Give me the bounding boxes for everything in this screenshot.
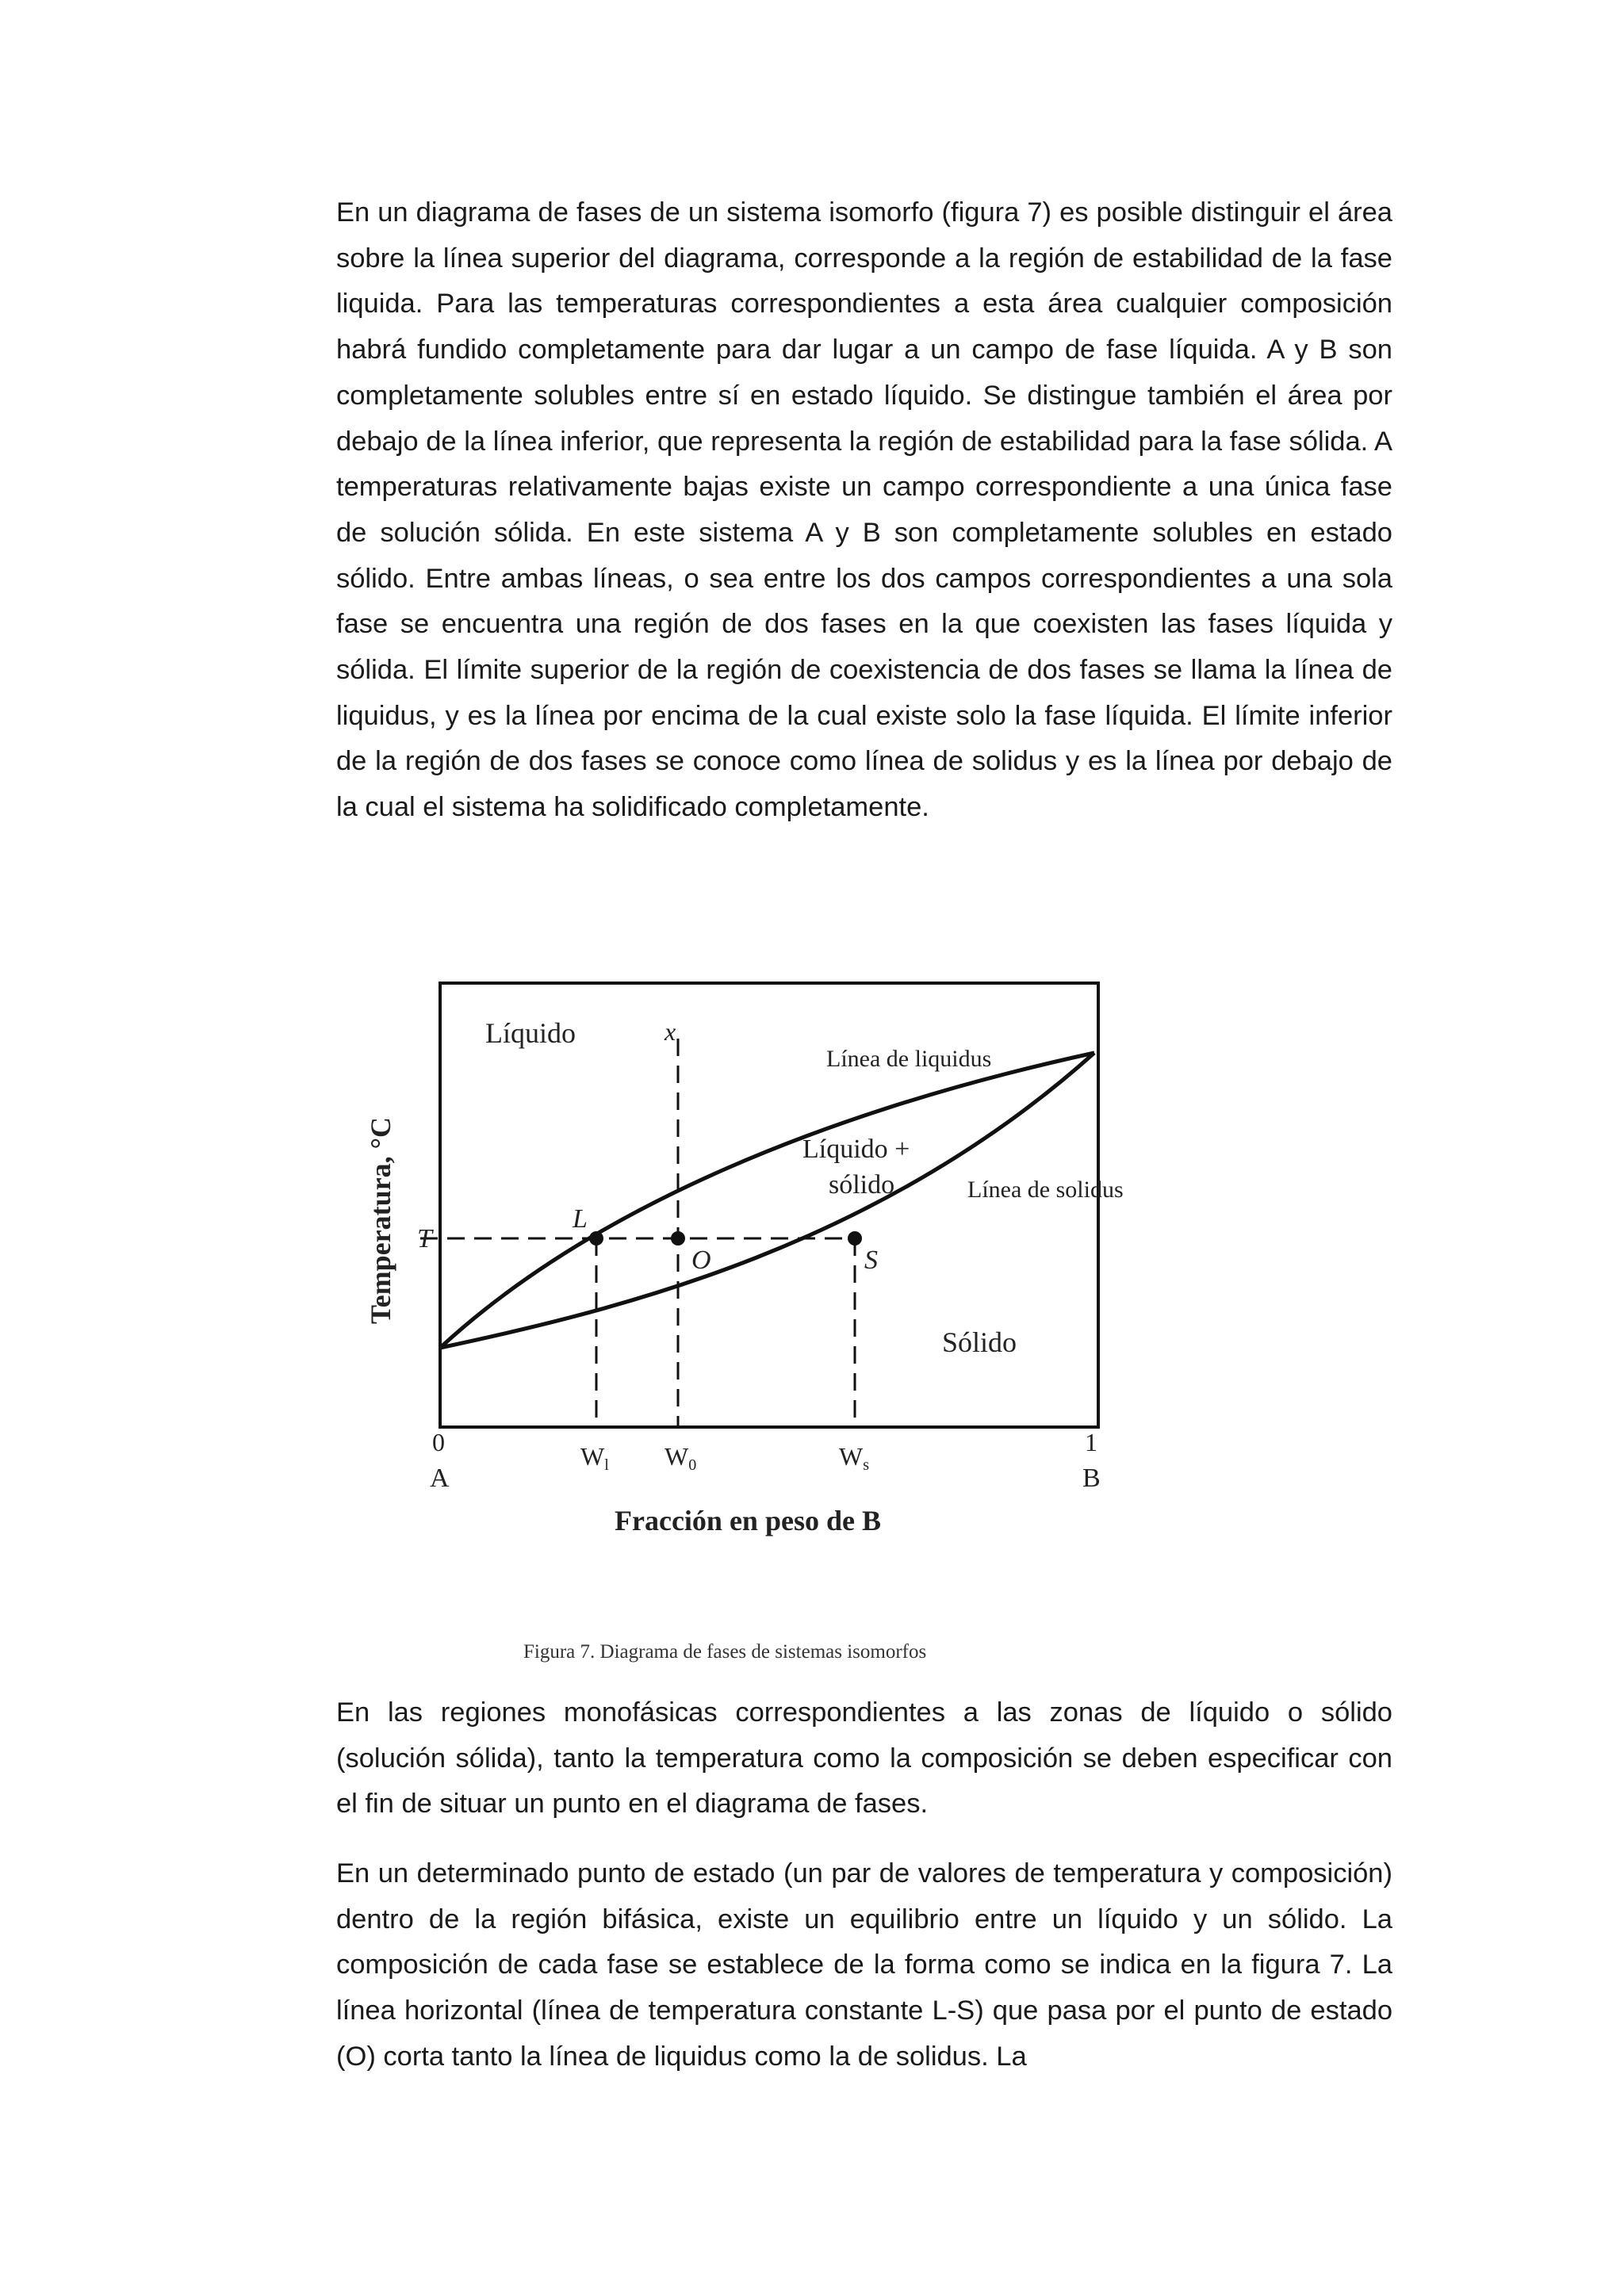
x-end-a-label: A: [430, 1464, 450, 1493]
phase-diagram-figure: [341, 951, 1189, 1554]
x-label: x: [665, 1017, 676, 1046]
paragraph-intro: En un diagrama de fases de un sistema isomorfo (figura 7) es posible distinguir el área sobre la línea superior del diagrama, corresponde a la región de estabilidad de la fase liquida. Para las temperaturas correspondientes a esta área cualquier composición habrá fundido completamente para dar lugar a un campo de fase líquida. A y B son completamente solubles entre sí en estado líquido. Se distingue también el área por debajo de la línea inferior, que representa la región de estabilidad para la fase sólida. A temperaturas relativamente bajas existe un campo correspondiente a una única fase de solución sólida. En este sistema A y B son completamente solubles en estado sólido. Entre ambas líneas, o sea entre los dos campos correspondientes a una sola fase se encuentra una región de dos fases en la que coexisten las fases líquida y sólida. El límite superior de la región de coexistencia de dos fases se llama la línea de liquidus, y es la línea por encima de la cual existe solo la fase líquida. El límite inferior de la región de dos fases se conoce como línea de solidus y es la línea por debajo de la cual el sistema ha solidificado completamente.: [336, 197, 1392, 823]
region-solid-label: Sólido: [942, 1326, 1017, 1358]
point-s-marker: [848, 1231, 862, 1246]
solidus-line-label: Línea de solidus: [967, 1177, 1124, 1203]
x-tick-1: 1: [1085, 1428, 1097, 1456]
x-end-b-label: B: [1082, 1464, 1101, 1493]
figure-caption: Figura 7. Diagrama de fases de sistemas isomorfos: [523, 1641, 927, 1663]
w1-label: Wl: [580, 1442, 609, 1474]
point-o-label: O: [691, 1246, 711, 1275]
phase-diagram-svg: [341, 951, 1189, 1554]
x-tick-0: 0: [432, 1428, 445, 1456]
diagram-frame: [440, 983, 1098, 1427]
ws-label: Ws: [839, 1442, 869, 1474]
region-two-phase-label-1: Líquido +: [802, 1135, 910, 1164]
t-label: T: [417, 1224, 432, 1253]
region-two-phase-label-2: sólido: [829, 1170, 895, 1200]
region-liquid-label: Líquido: [485, 1017, 576, 1049]
liquidus-line-label: Línea de liquidus: [826, 1046, 992, 1072]
point-l-label: L: [573, 1204, 588, 1234]
point-o-marker: [671, 1231, 685, 1246]
paragraph-state-point: En un determinado punto de estado (un par de valores de temperatura y composición) dentro de la región bifásica, existe un equilibrio entre un líquido y un sólido. La composición de cada fase se establece de la forma como se indica en la figura 7. La línea horizontal (línea de temperatura constante L-S) que pasa por el punto de estado (O) corta tanto la línea de liquidus como la de solidus. La: [336, 1858, 1392, 2072]
point-s-label: S: [864, 1246, 878, 1275]
y-axis-title: Temperatura, °C: [365, 1116, 396, 1324]
point-l-marker: [589, 1231, 603, 1246]
x-axis-title: Fracción en peso de B: [615, 1505, 881, 1536]
paragraph-monophasic: En las regiones monofásicas correspondientes a las zonas de líquido o sólido (solución sólida), tanto la temperatura como la composición se deben especificar con el fin de situar un punto en el diagrama de fases.: [336, 1697, 1392, 1820]
w0-label: W0: [665, 1442, 697, 1474]
